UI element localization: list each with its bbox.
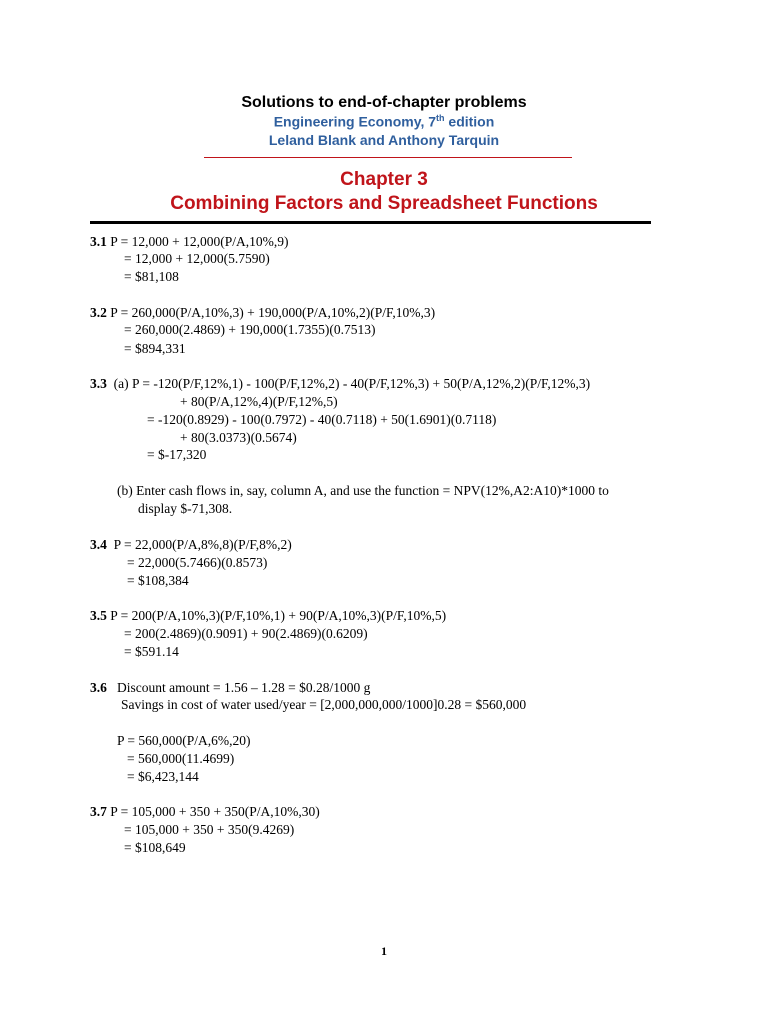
problem-3-3-line-1: [90, 376, 590, 392]
red-divider: [204, 157, 572, 158]
problem-3-3-part-b-line-1: (b) Enter cash flows in, say, column A, and use the function = NPV(12%,A2:A10)*1000 to: [117, 483, 609, 498]
edition-suffix: edition: [444, 113, 495, 130]
problem-number: 3.3: [90, 376, 107, 391]
problem-3-5-line-2: = 200(2.4869)(0.9091) + 90(2.4869)(0.6209): [124, 626, 368, 641]
edition-text: Engineering Economy, 7: [273, 113, 437, 130]
problem-3-3-line-5: = $-17,320: [147, 447, 207, 462]
problem-3-6-line-2: Savings in cost of water used/year = [2,000,000,000/1000]0.28 = $560,000: [121, 697, 527, 712]
problem-3-6-line-3: P = 560,000(P/A,6%,20): [117, 733, 251, 748]
problem-3-4-line-2: = 22,000(5.7466)(0.8573): [127, 555, 268, 570]
problem-3-4-line-3: = $108,384: [127, 573, 189, 588]
equation-text: Discount amount = 1.56 – 1.28 = $0.28/1000 g: [106, 680, 371, 695]
problem-3-3-line-2: + 80(P/A,12%,4)(P/F,12%,5): [180, 394, 338, 409]
equation-text: P = 260,000(P/A,10%,3) + 190,000(P/A,10%,2)(P/F,10%,3): [106, 305, 436, 320]
equation-text: (a) P = -120(P/F,12%,1) - 100(P/F,12%,2) - 40(P/F,12%,3) + 50(P/A,12%,2)(P/F,12%,3): [106, 376, 591, 391]
problem-3-2-line-2: = 260,000(2.4869) + 190,000(1.7355)(0.7513): [124, 322, 376, 337]
problem-3-6-line-4: = 560,000(11.4699): [127, 751, 235, 766]
problem-3-2-line-1: [90, 305, 435, 321]
problem-3-7-line-1: [90, 804, 320, 820]
problem-number: 3.5: [90, 608, 107, 623]
problem-3-3-line-4: + 80(3.0373)(0.5674): [180, 430, 297, 445]
header-authors: Leland Blank and Anthony Tarquin: [268, 132, 500, 148]
header-edition: [0, 113, 768, 130]
problem-3-3-line-3: = -120(0.8929) - 100(0.7972) - 40(0.7118) + 50(1.6901)(0.7118): [147, 412, 497, 427]
equation-text: P = 22,000(P/A,8%,8)(P/F,8%,2): [106, 537, 292, 552]
problem-number: 3.4: [90, 537, 107, 552]
problem-3-7-line-3: = $108,649: [124, 840, 186, 855]
problem-3-1-line-3: = $81,108: [124, 269, 179, 284]
equation-text: P = 200(P/A,10%,3)(P/F,10%,1) + 90(P/A,10%,3)(P/F,10%,5): [106, 608, 447, 623]
problem-3-5-line-1: [90, 608, 446, 624]
problem-3-7-line-2: = 105,000 + 350 + 350(9.4269): [124, 822, 295, 837]
problem-3-2-line-3: = $894,331: [124, 341, 186, 356]
problem-3-6-line-1: [90, 680, 370, 696]
problem-3-3-part-b-line-2: display $-71,308.: [138, 501, 233, 516]
problem-3-6-line-5: = $6,423,144: [127, 769, 199, 784]
problem-number: 3.1: [90, 234, 107, 249]
black-divider: [90, 221, 651, 224]
problem-3-4-line-1: [90, 537, 292, 553]
edition-superscript: th: [436, 113, 445, 123]
problem-number: 3.7: [90, 804, 107, 819]
problem-number: 3.6: [90, 680, 107, 695]
problem-3-1-line-1: [90, 234, 288, 250]
header-solutions: Solutions to end-of-chapter problems: [241, 94, 527, 111]
chapter-title: Combining Factors and Spreadsheet Functions: [170, 193, 598, 214]
chapter-heading: Chapter 3: [340, 169, 428, 190]
problem-3-1-line-2: = 12,000 + 12,000(5.7590): [124, 251, 270, 266]
equation-text: P = 12,000 + 12,000(P/A,10%,9): [106, 234, 289, 249]
equation-text: P = 105,000 + 350 + 350(P/A,10%,30): [106, 804, 320, 819]
page-number: 1: [381, 944, 387, 958]
problem-number: 3.2: [90, 305, 107, 320]
problem-3-5-line-3: = $591.14: [124, 644, 179, 659]
